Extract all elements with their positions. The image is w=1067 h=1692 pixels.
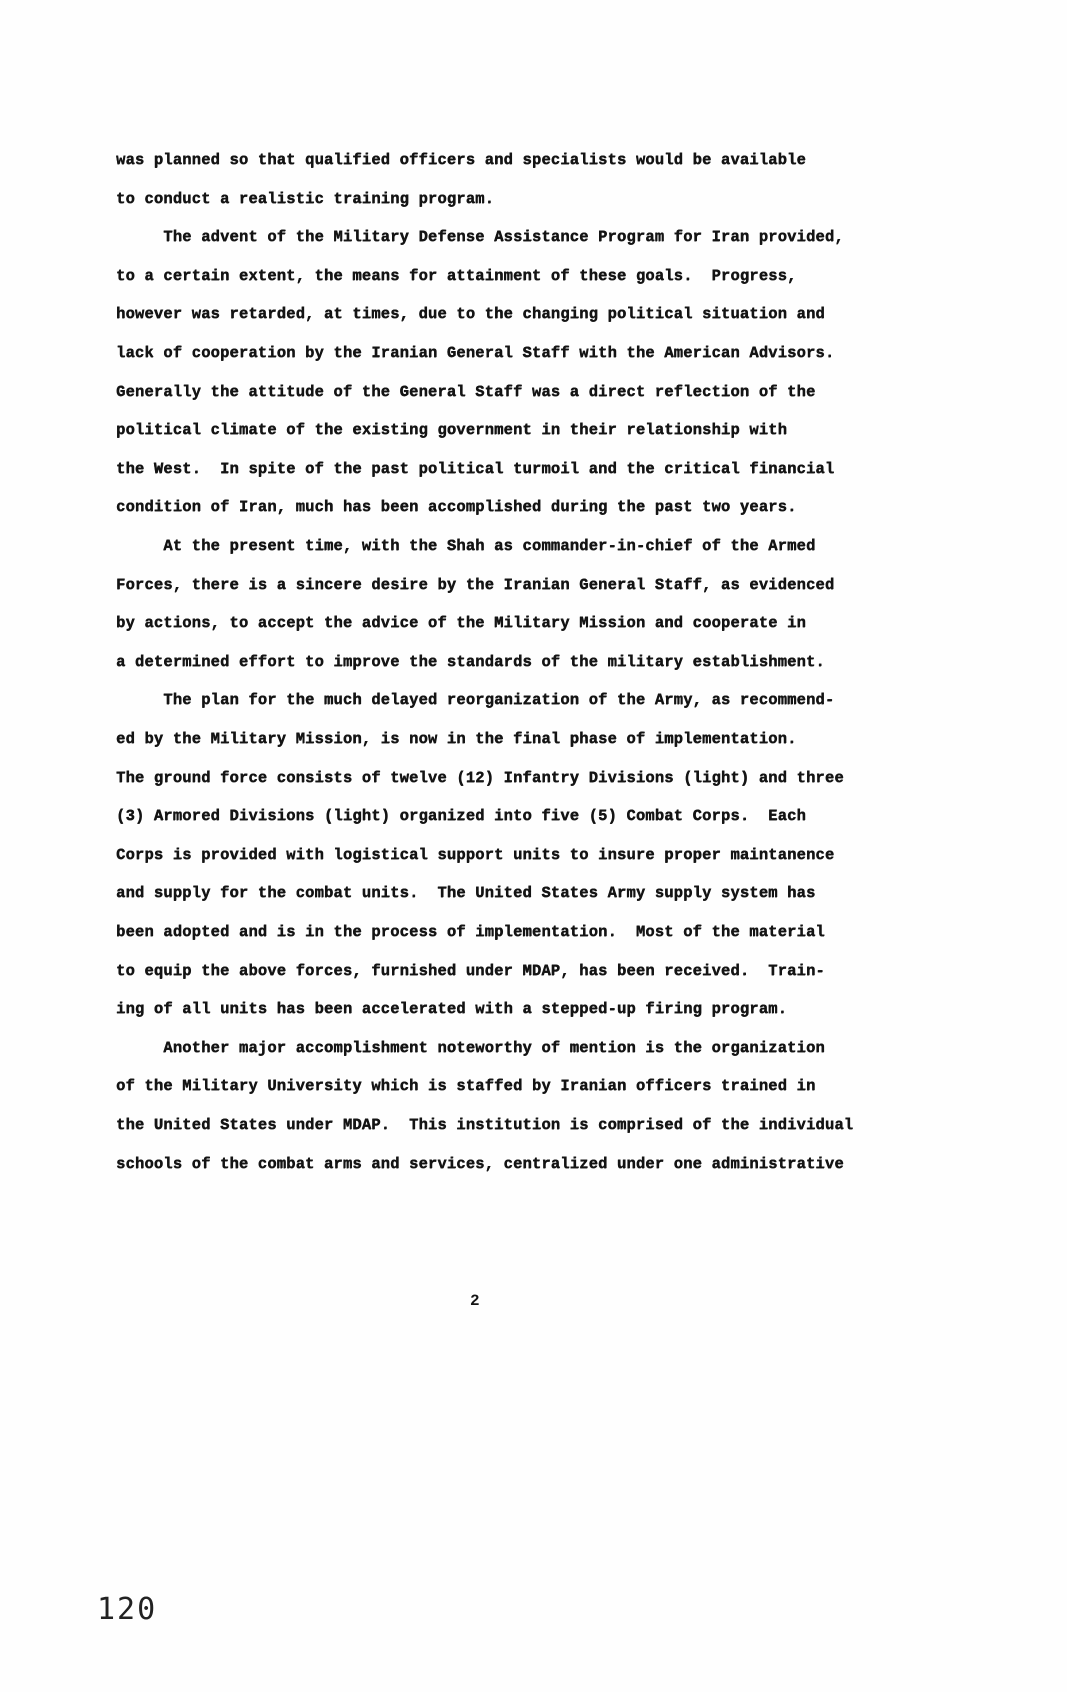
text-line: of the Military University which is staffed by Iranian officers trained in — [116, 1077, 816, 1096]
text-line: The plan for the much delayed reorganization of the Army, as recommend- — [116, 691, 835, 710]
page-number: 2 — [470, 1292, 480, 1310]
text-line: the West. In spite of the past political turmoil and the critical financial — [116, 459, 835, 478]
text-line: to equip the above forces, furnished under MDAP, has been received. Train- — [116, 961, 825, 980]
text-line: however was retarded, at times, due to the changing political situation and — [116, 305, 825, 324]
text-line: condition of Iran, much has been accomplished during the past two years. — [116, 498, 797, 517]
text-line: (3) Armored Divisions (light) organized into five (5) Combat Corps. Each — [116, 807, 806, 826]
text-line: and supply for the combat units. The United States Army supply system has — [116, 884, 816, 903]
text-line: the United States under MDAP. This institution is comprised of the individual — [116, 1116, 854, 1134]
text-line: lack of cooperation by the Iranian General Staff with the American Advisors. — [116, 344, 835, 362]
text-line: was planned so that qualified officers and specialists would be available — [116, 151, 806, 169]
text-line: political climate of the existing government in their relationship with — [116, 421, 788, 440]
text-line: schools of the combat arms and services, centralized under one administrative — [116, 1154, 844, 1173]
text-line: Forces, there is a sincere desire by the Iranian General Staff, as evidenced — [116, 575, 835, 594]
text-line: The ground force consists of twelve (12) Infantry Divisions (light) and three — [116, 768, 844, 787]
text-line: by actions, to accept the advice of the Military Mission and cooperate in — [116, 614, 806, 633]
text-line: ing of all units has been accelerated with a stepped-up firing program. — [116, 1000, 788, 1019]
text-line: Corps is provided with logistical support units to insure proper maintanence — [116, 845, 835, 864]
text-line: ed by the Military Mission, is now in the final phase of implementation. — [116, 730, 797, 748]
text-line: At the present time, with the Shah as commander-in-chief of the Armed — [116, 537, 816, 555]
sheet-number: 120 — [97, 1592, 158, 1627]
text-line: to a certain extent, the means for attainment of these goals. Progress, — [116, 266, 797, 285]
text-line: Another major accomplishment noteworthy of mention is the organization — [116, 1038, 825, 1057]
text-line: to conduct a realistic training program. — [116, 189, 495, 208]
text-line: been adopted and is in the process of implementation. Most of the material — [116, 923, 825, 941]
text-line: The advent of the Military Defense Assistance Program for Iran provided, — [116, 228, 844, 247]
text-line: Generally the attitude of the General Staff was a direct reflection of the — [116, 382, 816, 401]
text-line: a determined effort to improve the standards of the military establishment. — [116, 652, 825, 671]
